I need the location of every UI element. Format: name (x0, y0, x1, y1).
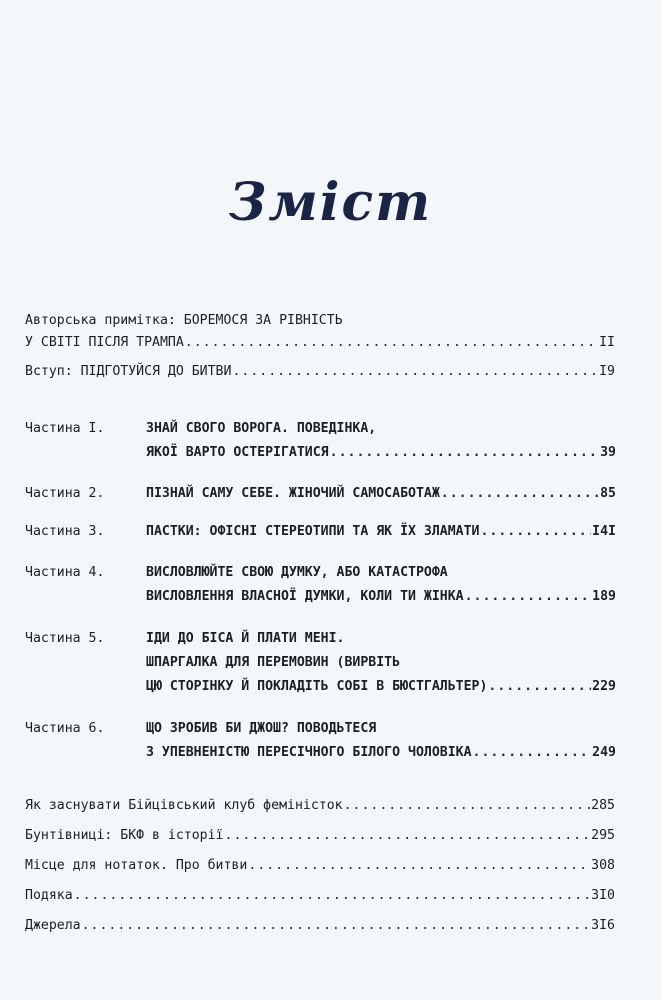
part-label: Частина 5. (25, 631, 105, 646)
toc-entry-label: З УПЕВНЕНІСТЮ ПЕРЕСІЧНОГО БІЛОГО ЧОЛОВІКА (146, 745, 472, 760)
toc-entry-label: ПІЗНАЙ САМУ СЕБЕ. ЖІНОЧИЙ САМОСАБОТАЖ (146, 486, 440, 501)
toc-page-number: 285 (591, 798, 615, 813)
dot-leader (232, 363, 598, 381)
dot-leader (480, 523, 591, 541)
toc-entry-label: У СВІТІ ПІСЛЯ ТРАМПА (25, 335, 184, 350)
part-label: Частина 3. (25, 524, 105, 539)
toc-entry-label: Як заснувати Бійцівський клуб феміністок (25, 798, 343, 813)
part-label: Частина 6. (25, 721, 105, 736)
part-label: Частина I. (25, 421, 105, 436)
toc-page-number: 3I0 (591, 888, 615, 903)
toc-page-number: I9 (599, 364, 615, 379)
dot-leader (473, 744, 592, 762)
toc-entry-label: Джерела (25, 918, 81, 933)
toc-entry-back-matter[interactable] (25, 857, 615, 875)
part-title-line: ВИСЛОВЛЮЙТЕ СВОЮ ДУМКУ, АБО КАТАСТРОФА (146, 565, 448, 580)
toc-entry-label: ЦЮ СТОРІНКУ Й ПОКЛАДІТЬ СОБІ В БЮСТГАЛЬТЕР) (146, 679, 488, 694)
toc-entry-part-4[interactable] (146, 588, 616, 606)
toc-entry-part-2[interactable] (146, 485, 616, 503)
dot-leader (185, 334, 598, 352)
toc-entry-back-matter[interactable] (25, 887, 615, 905)
toc-page-number: 295 (591, 828, 615, 843)
part-title-line: ЩО ЗРОБИВ БИ ДЖОШ? ПОВОДЬТЕСЯ (146, 721, 377, 736)
toc-entry-back-matter[interactable] (25, 827, 615, 845)
part-title-line: ШПАРГАЛКА ДЛЯ ПЕРЕМОВИН (ВИРВІТЬ (146, 655, 401, 670)
toc-entry-label: Авторська примітка: БОРЕМОСЯ ЗА РІВНІСТЬ (25, 313, 343, 328)
part-title-line: ЗНАЙ СВОГО ВОРОГА. ПОВЕДІНКА, (146, 421, 377, 436)
page-title: Зміст (228, 172, 433, 233)
toc-page-number: 249 (592, 745, 616, 760)
toc-page-number: I4I (592, 524, 616, 539)
dot-leader (441, 485, 599, 503)
toc-page-number: 39 (600, 445, 616, 460)
toc-entry-part-5[interactable] (146, 678, 616, 696)
toc-page-number: 3I6 (591, 918, 615, 933)
toc-entry-back-matter[interactable] (25, 797, 615, 815)
toc-entry-intro[interactable] (25, 363, 615, 381)
toc-page-number: 308 (591, 858, 615, 873)
toc-entry-label: ВИСЛОВЛЕННЯ ВЛАСНОЇ ДУМКИ, КОЛИ ТИ ЖІНКА (146, 589, 464, 604)
dot-leader (74, 887, 591, 905)
part-label: Частина 4. (25, 565, 105, 580)
dot-leader (465, 588, 592, 606)
dot-leader (248, 857, 590, 875)
dot-leader (488, 678, 591, 696)
toc-entry-label: Місце для нотаток. Про битви (25, 858, 248, 873)
toc-entry-author-note-line1 (25, 312, 615, 330)
toc-page-number: II (599, 335, 615, 350)
part-label: Частина 2. (25, 486, 105, 501)
toc-entry-part-6[interactable] (146, 744, 616, 762)
toc-page-number: 85 (600, 486, 616, 501)
part-title-line: ІДИ ДО БІСА Й ПЛАТИ МЕНІ. (146, 631, 345, 646)
toc-entry-part-3[interactable] (146, 523, 616, 541)
toc-page-number: 189 (592, 589, 616, 604)
dot-leader (344, 797, 591, 815)
toc-entry-label: ПАСТКИ: ОФІСНІ СТЕРЕОТИПИ ТА ЯК ЇХ ЗЛАМАТИ (146, 524, 480, 539)
dot-leader (82, 917, 591, 935)
toc-entry-label: ЯКОЇ ВАРТО ОСТЕРІГАТИСЯ (146, 445, 329, 460)
toc-entry-label: Бунтівниці: БКФ в історії (25, 828, 224, 843)
dot-leader (225, 827, 591, 845)
dot-leader (330, 444, 599, 462)
toc-page-number: 229 (592, 679, 616, 694)
toc-entry-part-1[interactable] (146, 444, 616, 462)
toc-entry-label: Вступ: ПІДГОТУЙСЯ ДО БИТВИ (25, 364, 232, 379)
toc-entry-back-matter[interactable] (25, 917, 615, 935)
toc-entry-author-note[interactable] (25, 334, 615, 352)
toc-entry-label: Подяка (25, 888, 73, 903)
